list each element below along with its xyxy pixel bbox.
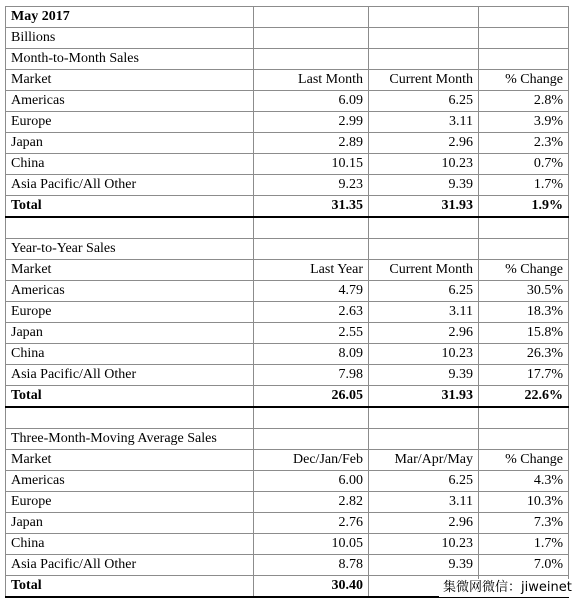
- value-cell: 0.7%: [479, 154, 569, 175]
- market-name: Europe: [6, 302, 254, 323]
- table-row: [6, 133, 569, 154]
- spacer-row: [6, 407, 569, 429]
- value-cell: 9.39: [369, 365, 479, 386]
- total-row: [6, 196, 569, 218]
- column-header: % Change: [479, 450, 569, 471]
- value-cell: 4.79: [254, 281, 369, 302]
- value-cell: 2.63: [254, 302, 369, 323]
- value-cell: 2.96: [369, 323, 479, 344]
- table-row: [6, 365, 569, 386]
- value-cell: 2.55: [254, 323, 369, 344]
- value-cell: 2.8%: [479, 91, 569, 112]
- market-name: China: [6, 154, 254, 175]
- value-cell: 2.89: [254, 133, 369, 154]
- total-value: 26.05: [254, 386, 369, 408]
- value-cell: 7.98: [254, 365, 369, 386]
- market-name: Europe: [6, 112, 254, 133]
- table-row: [6, 112, 569, 133]
- value-cell: 3.11: [369, 492, 479, 513]
- column-header-row: [6, 450, 569, 471]
- value-cell: 10.23: [369, 344, 479, 365]
- column-header: Market: [6, 70, 254, 91]
- table-row: [6, 154, 569, 175]
- column-header: % Change: [479, 260, 569, 281]
- total-label: Total: [6, 196, 254, 218]
- column-header-row: [6, 260, 569, 281]
- value-cell: 4.3%: [479, 471, 569, 492]
- column-header: Last Month: [254, 70, 369, 91]
- table-row: [6, 175, 569, 196]
- title-row: [6, 7, 569, 28]
- value-cell: 6.00: [254, 471, 369, 492]
- market-name: Japan: [6, 323, 254, 344]
- value-cell: 1.7%: [479, 534, 569, 555]
- section-heading: Three-Month-Moving Average Sales: [6, 429, 254, 450]
- value-cell: 15.8%: [479, 323, 569, 344]
- value-cell: 6.25: [369, 471, 479, 492]
- total-value: 30.40: [254, 576, 369, 598]
- total-value: 22.6%: [479, 386, 569, 408]
- value-cell: 9.23: [254, 175, 369, 196]
- table-title: May 2017: [6, 7, 254, 28]
- market-name: China: [6, 344, 254, 365]
- value-cell: 7.3%: [479, 513, 569, 534]
- column-header: Dec/Jan/Feb: [254, 450, 369, 471]
- market-name: Japan: [6, 133, 254, 154]
- value-cell: 3.11: [369, 302, 479, 323]
- column-header: Mar/Apr/May: [369, 450, 479, 471]
- value-cell: 8.09: [254, 344, 369, 365]
- table-row: [6, 492, 569, 513]
- value-cell: 2.3%: [479, 133, 569, 154]
- total-label: Total: [6, 576, 254, 598]
- section-heading: Year-to-Year Sales: [6, 239, 254, 260]
- value-cell: 10.15: [254, 154, 369, 175]
- sales-table: [5, 6, 569, 598]
- value-cell: 10.3%: [479, 492, 569, 513]
- total-row: [6, 386, 569, 408]
- market-name: Asia Pacific/All Other: [6, 365, 254, 386]
- table-row: [6, 344, 569, 365]
- market-name: Asia Pacific/All Other: [6, 555, 254, 576]
- column-header: Market: [6, 450, 254, 471]
- value-cell: 9.39: [369, 555, 479, 576]
- value-cell: 9.39: [369, 175, 479, 196]
- column-header: % Change: [479, 70, 569, 91]
- value-cell: 2.96: [369, 133, 479, 154]
- market-name: Americas: [6, 91, 254, 112]
- total-value: 1.9%: [479, 196, 569, 218]
- watermark-text: 集微网微信：jiweinet: [439, 579, 576, 597]
- value-cell: 30.5%: [479, 281, 569, 302]
- table-row: [6, 513, 569, 534]
- market-name: Japan: [6, 513, 254, 534]
- column-header: Last Year: [254, 260, 369, 281]
- column-header: Current Month: [369, 260, 479, 281]
- value-cell: 1.7%: [479, 175, 569, 196]
- value-cell: 2.82: [254, 492, 369, 513]
- value-cell: 6.25: [369, 91, 479, 112]
- value-cell: 18.3%: [479, 302, 569, 323]
- table-row: [6, 555, 569, 576]
- value-cell: 17.7%: [479, 365, 569, 386]
- units-label: Billions: [6, 28, 254, 49]
- value-cell: 10.23: [369, 154, 479, 175]
- column-header: Market: [6, 260, 254, 281]
- section-heading: Month-to-Month Sales: [6, 49, 254, 70]
- total-value: 31.93: [369, 196, 479, 218]
- value-cell: 10.23: [369, 534, 479, 555]
- section-heading-row: [6, 49, 569, 70]
- value-cell: 2.76: [254, 513, 369, 534]
- value-cell: 6.25: [369, 281, 479, 302]
- spacer-row: [6, 217, 569, 239]
- column-header: Current Month: [369, 70, 479, 91]
- value-cell: 2.99: [254, 112, 369, 133]
- section-heading-row: [6, 239, 569, 260]
- table-row: [6, 471, 569, 492]
- market-name: Americas: [6, 281, 254, 302]
- value-cell: 10.05: [254, 534, 369, 555]
- value-cell: 3.9%: [479, 112, 569, 133]
- value-cell: 8.78: [254, 555, 369, 576]
- total-label: Total: [6, 386, 254, 408]
- table-row: [6, 323, 569, 344]
- market-name: Europe: [6, 492, 254, 513]
- section-heading-row: [6, 429, 569, 450]
- total-value: 31.93: [369, 386, 479, 408]
- table-row: [6, 534, 569, 555]
- column-header-row: [6, 70, 569, 91]
- market-name: Asia Pacific/All Other: [6, 175, 254, 196]
- value-cell: 2.96: [369, 513, 479, 534]
- value-cell: 3.11: [369, 112, 479, 133]
- market-name: Americas: [6, 471, 254, 492]
- table-row: [6, 281, 569, 302]
- value-cell: 6.09: [254, 91, 369, 112]
- units-row: [6, 28, 569, 49]
- market-name: China: [6, 534, 254, 555]
- value-cell: 26.3%: [479, 344, 569, 365]
- value-cell: 7.0%: [479, 555, 569, 576]
- table-row: [6, 302, 569, 323]
- table-row: [6, 91, 569, 112]
- total-value: 31.35: [254, 196, 369, 218]
